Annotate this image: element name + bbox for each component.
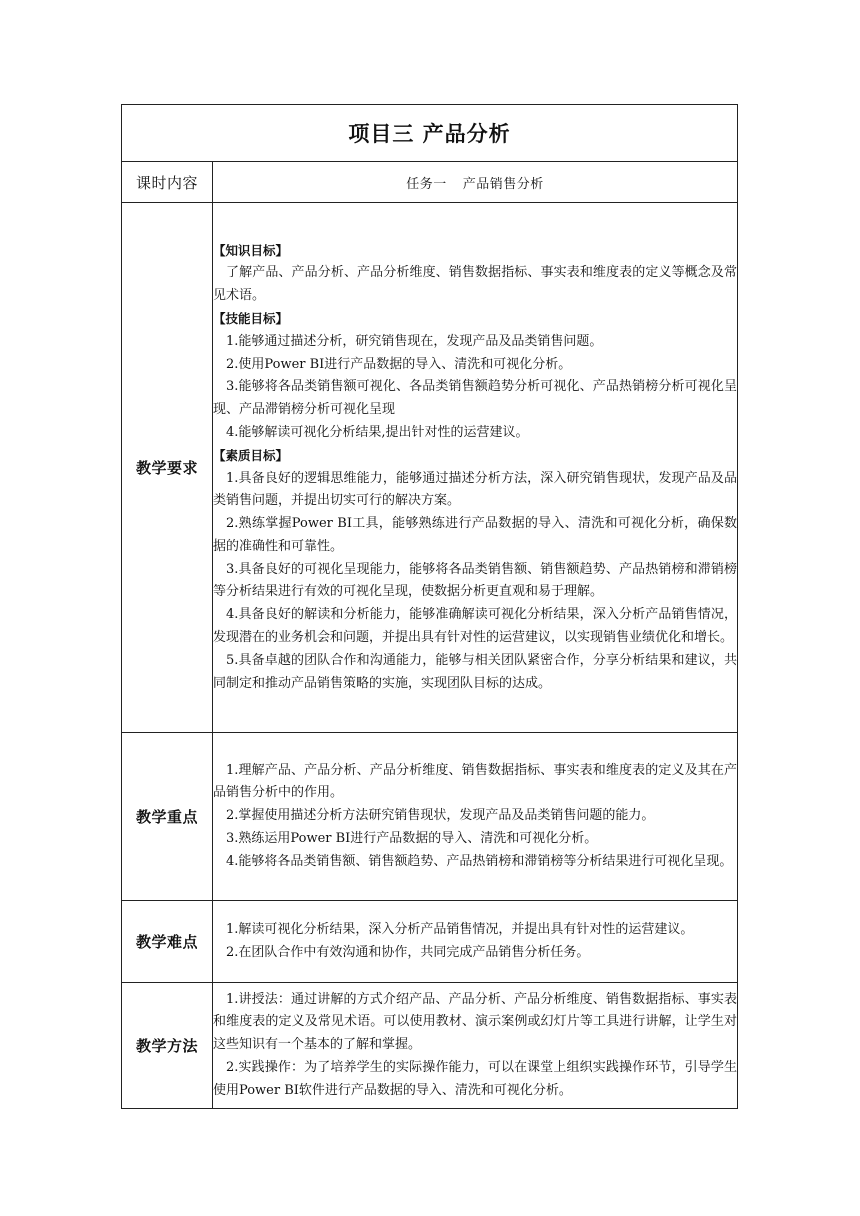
skill-item: 2.使用Power BI进行产品数据的导入、清洗和可视化分析。	[226, 356, 572, 372]
difficulty-item: 1.解读可视化分析结果，深入分析产品销售情况，并提出具有针对性的运营建议。	[226, 921, 694, 937]
lesson-content-value	[213, 162, 738, 203]
difficulty-item: 2.在团队合作中有效沟通和协作，共同完成产品销售分析任务。	[226, 944, 590, 960]
quality-heading: 【素质目标】	[213, 447, 289, 463]
requirements-row	[122, 203, 738, 733]
task-name: 产品销售分析	[462, 176, 544, 192]
lesson-content-label: 课时内容	[122, 162, 213, 203]
task-number: 任务一	[406, 176, 447, 192]
key-point-item: 2.掌握使用描述分析方法研究销售现状，发现产品及品类销售问题的能力。	[226, 808, 655, 824]
key-points-row	[122, 733, 738, 901]
methods-content	[213, 983, 738, 1109]
skill-item: 4.能够解读可视化分析结果,提出针对性的运营建议。	[226, 424, 529, 440]
skill-item: 3.能够将各品类销售额可视化、各品类销售额趋势分析可视化、产品热销榜分析可视化呈现、产品滞销榜分析可视化呈现	[213, 379, 737, 418]
requirements-label: 教学要求	[122, 203, 213, 733]
key-points-label: 教学重点	[122, 733, 213, 901]
difficulties-content	[213, 901, 738, 983]
document-title: 项目三 产品分析	[122, 105, 738, 162]
title-row	[122, 105, 738, 162]
quality-item: 5.具备卓越的团队合作和沟通能力，能够与相关团队紧密合作，分享分析结果和建议，共同制定和推动产品销售策略的实施，实现团队目标的达成。	[213, 652, 737, 691]
method-item: 1.讲授法：通过讲解的方式介绍产品、产品分析、产品分析维度、销售数据指标、事实表和维度表的定义及常见术语。可以使用教材、演示案例或幻灯片等工具进行讲解，让学生对这些知识有一个基本的了解和掌握。	[213, 991, 737, 1053]
quality-item: 4.具备良好的解读和分析能力，能够准确解读可视化分析结果，深入分析产品销售情况，发现潜在的业务机会和问题，并提出具有针对性的运营建议，以实现销售业绩优化和增长。	[213, 607, 737, 646]
knowledge-heading: 【知识目标】	[213, 242, 289, 258]
key-points-content	[213, 733, 738, 901]
skill-item: 1.能够通过描述分析，研究销售现在，发现产品及品类销售问题。	[226, 333, 603, 349]
methods-row	[122, 983, 738, 1109]
difficulties-label: 教学难点	[122, 901, 213, 983]
difficulties-row	[122, 901, 738, 983]
quality-item: 3.具备良好的可视化呈现能力，能够将各品类销售额、销售额趋势、产品热销榜和滞销榜等分析结果进行有效的可视化呈现，使数据分析更直观和易于理解。	[213, 561, 737, 600]
method-item: 2.实践操作：为了培养学生的实际操作能力，可以在课堂上组织实践操作环节，引导学生使用Power BI软件进行产品数据的导入、清洗和可视化分析。	[213, 1059, 737, 1098]
key-point-item: 3.熟练运用Power BI进行产品数据的导入、清洗和可视化分析。	[226, 830, 598, 846]
key-point-item: 1.理解产品、产品分析、产品分析维度、销售数据指标、事实表和维度表的定义及其在产品销售分析中的作用。	[213, 762, 737, 801]
quality-item: 1.具备良好的逻辑思维能力，能够通过描述分析方法，深入研究销售现状，发现产品及品类销售问题，并提出切实可行的解决方案。	[213, 470, 737, 509]
lesson-content-row	[122, 162, 738, 203]
key-point-item: 4.能够将各品类销售额、销售额趋势、产品热销榜和滞销榜等分析结果进行可视化呈现。	[226, 853, 733, 869]
skill-heading: 【技能目标】	[213, 310, 289, 326]
quality-item: 2.熟练掌握Power BI工具，能够熟练进行产品数据的导入、清洗和可视化分析，确保数据的准确性和可靠性。	[213, 516, 737, 554]
knowledge-item: 了解产品、产品分析、产品分析维度、销售数据指标、事实表和维度表的定义等概念及常见术语。	[213, 265, 737, 304]
methods-label: 教学方法	[122, 983, 213, 1109]
requirements-content	[213, 203, 738, 733]
lesson-plan-table	[121, 104, 738, 1109]
